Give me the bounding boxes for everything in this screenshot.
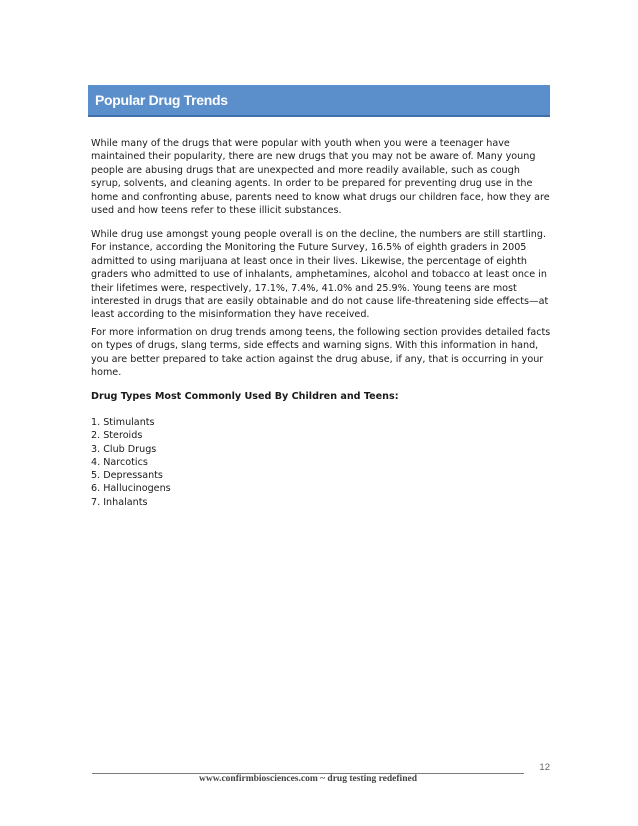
statistics-paragraph — [91, 228, 551, 322]
list-item: 6. Hallucinogens — [91, 483, 171, 495]
section-title: Popular Drug Trends — [95, 92, 228, 108]
list-item: 1. Stimulants — [91, 417, 155, 428]
drug-types-list — [91, 416, 171, 509]
list-item: 7. Inhalants — [91, 496, 148, 508]
list-item: 2. Steroids — [91, 430, 143, 442]
list-item: 4. Narcotics — [91, 456, 148, 468]
intro-paragraph — [91, 137, 551, 217]
section-header-bar — [88, 85, 550, 117]
more-info-paragraph — [91, 326, 551, 380]
paragraph-text: While many of the drugs that were popular with youth when you were a teenager have maintained their popularity, there are new drugs that you may not be aware of. Many young people are abusing drugs that are unexpected and more readily available, such as cough syrup, solvents, and cleaning agents. In order to be prepared for preventing drug use in the home and confronting abuse, parents need to know what drugs our children face, how they are used and how teens refer to these illicit substances. — [91, 138, 550, 217]
drug-types-heading: Drug Types Most Commonly Used By Children and Teens: — [91, 391, 399, 402]
footer-website-tagline: www.confirmbiosciences.com ~ drug testing redefined — [199, 774, 417, 784]
paragraph-text: For more information on drug trends among teens, the following section provides detailed facts on types of drugs, slang terms, side effects and warning signs. With this information in hand, you are better prepared to take action against the drug abuse, if any, that is occurring in your home. — [91, 327, 551, 379]
list-item: 3. Club Drugs — [91, 443, 157, 455]
page-number: 12 — [539, 762, 550, 773]
paragraph-text: While drug use amongst young people overall is on the decline, the numbers are still startling. For instance, according the Monitoring the Future Survey, 16.5% of eighth graders in 2005 admitted to using marijuana at least once in their lives. Likewise, the percentage of eighth graders who admitted to use of inhalants, amphetamines, alcohol and tobacco at least once in their lifetimes were, respectively, 17.1%, 7.4%, 41.0% and 25.9%. Young teens are most interested in drugs that are easily obtainable and do not cause life-threatening side effects—at least according to the misinformation they have received. — [91, 229, 549, 321]
list-item: 5. Depressants — [91, 470, 163, 482]
